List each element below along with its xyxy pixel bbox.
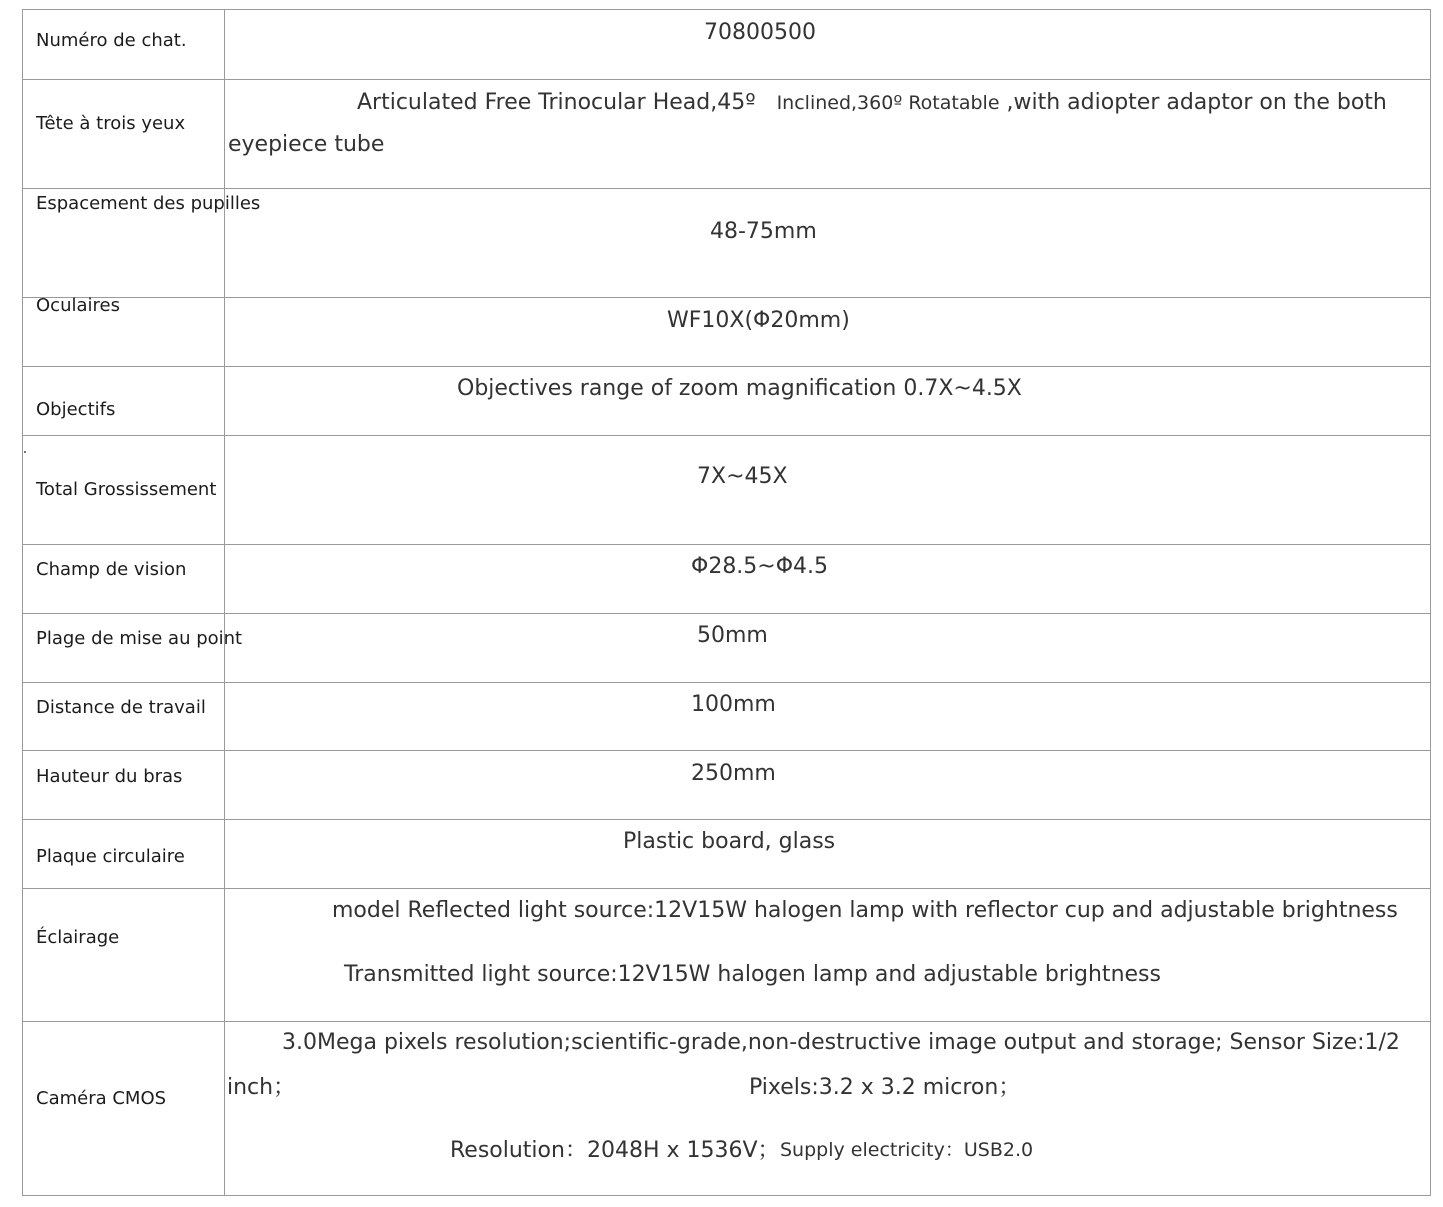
table-row [23, 545, 1431, 614]
row-label-arm-height: Hauteur du bras [36, 766, 183, 787]
row-label-catalog-number: Numéro de chat. [36, 30, 187, 51]
label-cell [23, 889, 225, 1022]
label-cell [23, 10, 225, 80]
table-row [23, 751, 1431, 820]
row-value-focus-range: 50mm [697, 623, 768, 648]
table-row [23, 80, 1431, 189]
row-label-illumination: Éclairage [36, 927, 120, 948]
row-value-pupil-spacing: 48-75mm [710, 219, 817, 244]
value-cell [225, 820, 1431, 889]
row-value-field-of-view: Φ28.5~Φ4.5 [691, 554, 829, 579]
value-cell [225, 189, 1431, 298]
row-value-catalog-number: 70800500 [704, 20, 816, 45]
value-cell [225, 614, 1431, 683]
table-row [23, 889, 1431, 1022]
value-cell [225, 751, 1431, 820]
row-value-illumination-transmitted: Transmitted light source:12V15W halogen lamp and adjustable brightness [344, 962, 1161, 987]
table-row [23, 436, 1431, 545]
table-row [23, 1022, 1431, 1196]
label-cell [23, 1022, 225, 1196]
row-value-circular-plate: Plastic board, glass [623, 829, 836, 854]
label-cell [23, 367, 225, 436]
label-cell [23, 295, 225, 367]
label-cell [23, 820, 225, 889]
row-label-objectives: Objectifs [36, 399, 116, 420]
value-cell [225, 367, 1431, 436]
table-row [23, 10, 1431, 80]
row-value-camera-power: Supply electricity：USB2.0 [780, 1139, 1034, 1161]
label-cell [23, 80, 225, 189]
table-row [23, 614, 1431, 683]
row-value-eyepieces: WF10X(Φ20mm) [667, 308, 850, 333]
row-label-focus-range: Plage de mise au point [36, 628, 243, 649]
value-cell [225, 298, 1431, 367]
stray-dot [24, 451, 26, 453]
value-cell [225, 1022, 1431, 1196]
spec-table [22, 9, 1431, 1196]
value-cell [225, 80, 1431, 189]
label-cell [23, 545, 225, 614]
row-value-camera-resolution-line: 3.0Mega pixels resolution;scientific-grade,non-destructive image output and storage; Sensor Size:1/2 [282, 1030, 1400, 1055]
value-cell [225, 436, 1431, 545]
row-value-working-distance: 100mm [691, 692, 776, 717]
row-label-total-magnification: Total Grossissement [36, 479, 217, 500]
table-row [23, 189, 1431, 298]
value-cell [225, 545, 1431, 614]
row-value-camera-resolution: Resolution：2048H x 1536V； [450, 1138, 780, 1163]
value-cell [225, 10, 1431, 80]
row-value-total-magnification: 7X~45X [697, 464, 788, 489]
table-row [23, 298, 1431, 367]
table-row [23, 820, 1431, 889]
row-label-working-distance: Distance de travail [36, 697, 206, 718]
row-value-camera-inch: inch； [227, 1075, 296, 1100]
row-label-eyepieces: Oculaires [36, 295, 120, 316]
label-cell [23, 436, 225, 545]
row-value-arm-height: 250mm [691, 761, 776, 786]
label-cell [23, 683, 225, 751]
value-cell [225, 889, 1431, 1022]
value-cell [225, 683, 1431, 751]
table-row [23, 367, 1431, 436]
row-label-pupil-spacing: Espacement des pupilles [36, 193, 261, 214]
row-value-camera-pixels: Pixels:3.2 x 3.2 micron； [749, 1075, 1021, 1100]
row-value-illumination-reflected: model Reflected light source:12V15W halogen lamp with reflector cup and adjustable brightness [332, 898, 1398, 923]
row-label-circular-plate: Plaque circulaire [36, 846, 185, 867]
table-row [23, 683, 1431, 751]
label-cell [23, 614, 243, 683]
label-cell [23, 751, 225, 820]
row-value-objectives: Objectives range of zoom magnification 0.7X~4.5X [457, 376, 1022, 401]
row-label-cmos-camera: Caméra CMOS [36, 1088, 167, 1109]
label-cell [23, 189, 261, 298]
row-label-trinocular-head: Tête à trois yeux [36, 113, 186, 134]
row-value-trinocular-head: Articulated Free Trinocular Head,45º Inclined,360º Rotatable ,with adiopter adaptor on the both eyepiece tube [228, 90, 1387, 157]
row-label-field-of-view: Champ de vision [36, 559, 187, 580]
